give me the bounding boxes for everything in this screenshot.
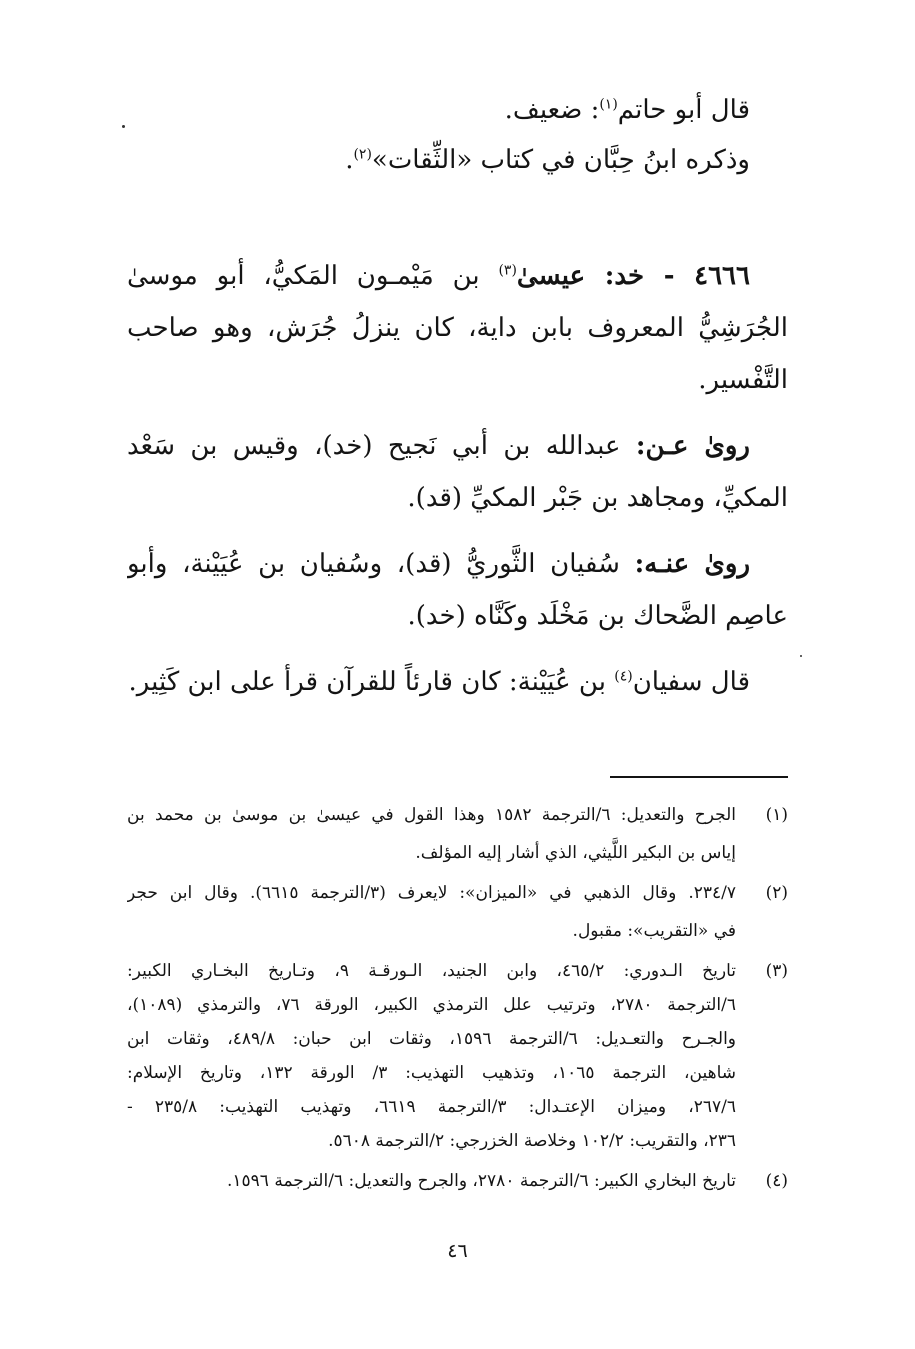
- footnote-2: [127, 878, 788, 908]
- footnote-divider: [610, 776, 788, 778]
- footnote-line: ٢٣٤/٧. وقال الذهبي في «الميزان»: لايعرف (٣/الترجمة ٦٦١٥). وقال ابن حجر: [127, 883, 736, 903]
- footnote-3-cont: [127, 1058, 788, 1088]
- speck: [122, 125, 125, 128]
- footnote-line: الجرح والتعديل: ٦/الترجمة ١٥٨٢ وهذا القول في عيسىٰ بن موسىٰ بن محمد بن: [127, 805, 736, 825]
- footnote-ref-4: (٤): [614, 668, 633, 685]
- footnote-number: (١): [765, 805, 788, 825]
- footnote-line: تاريخ الـدوري: ٤٦٥/٢، وابن الجنيد، الـورقـة ٩، وتـاريخ البخـاري الكبير:: [127, 961, 736, 981]
- footnote-1-cont: [127, 838, 788, 868]
- footnote-ref-3: (٣): [498, 262, 517, 279]
- footnote-number: (٢): [765, 883, 788, 903]
- footnote-1: [127, 800, 788, 830]
- footnote-3-cont: [127, 1024, 788, 1054]
- footnote-4: [127, 1166, 788, 1196]
- line-abu-hatim: قال أبو حاتم$^{(١)}$: ضعيف.: [504, 95, 750, 125]
- rawa-anhu-label: روىٰ عنـه:: [634, 549, 750, 579]
- footnote-number: (٤): [765, 1171, 788, 1191]
- page-number: ٤٦: [447, 1240, 468, 1262]
- footnote-ref-1: (١): [599, 96, 618, 113]
- entry-line-3: التَّفْسير.: [698, 365, 788, 395]
- rawa-an-label: روىٰ عـن:: [635, 431, 750, 461]
- footnote-3-cont: [127, 1092, 788, 1122]
- entry-line-2: الجُرَشِيُّ المعروف بابن داية، كان ينزلُ جُرَش، وهو صاحب: [127, 313, 788, 343]
- footnote-line: والجـرح والتعـديل: ٦/الترجمة ١٥٩٦، وثقات ابن حبان: ٤٨٩/٨، وثقات ابن: [127, 1029, 736, 1049]
- footnote-2-cont: [127, 916, 788, 946]
- rawa-anhu-line-2: عاصِم الضَّحاك بن مَخْلَد وكَنَّاه (خد).: [407, 601, 788, 631]
- footnote-line: في «التقريب»: مقبول.: [572, 921, 736, 941]
- line-ibn-hibban: وذكره ابنُ حِبَّان في كتاب «الثِّقات»$^{(٢)}$.: [345, 145, 750, 175]
- footnote-number: (٣): [765, 961, 788, 981]
- footnote-line: شاهين، الترجمة ١٠٦٥، وتذهيب التهذيب: ٣/ الورقة ١٣٢، وتاريخ الإسلام:: [127, 1063, 736, 1083]
- footnote-line: ٢٦٧/٦، وميزان الإعتـدال: ٣/الترجمة ٦٦١٩، وتهذيب التهذيب: ٢٣٥/٨ -: [127, 1097, 736, 1117]
- rawa-an-line-2: المكيِّ، ومجاهد بن جَبْر المكيِّ (قد).: [407, 483, 788, 513]
- footnote-3-cont: [127, 990, 788, 1020]
- footnote-line: ٦/الترجمة ٢٧٨٠، وترتيب علل الترمذي الكبير، الورقة ٧٦، والترمذي (١٠٨٩)،: [127, 995, 736, 1015]
- footnote-line: تاريخ البخاري الكبير: ٦/الترجمة ٢٧٨٠، والجرح والتعديل: ٦/الترجمة ١٥٩٦.: [227, 1171, 736, 1191]
- footnote-3: [127, 956, 788, 986]
- rawa-an-line-1: روىٰ عـن: عبدالله بن أبي نَجيح (خد)، وقيس بن سَعْد: [127, 431, 750, 461]
- footnote-ref-2: (٢): [353, 146, 372, 163]
- footnote-line: إياس بن البكير اللَّيثي، الذي أشار إليه المؤلف.: [415, 843, 736, 863]
- speck: [800, 655, 802, 657]
- entry-heading: ٤٦٦٦ - خد: عيسىٰ$^{(٣)}$ بن مَيْمـون المَكيُّ، أبو موسىٰ: [127, 261, 750, 291]
- line-qala-sufyan: قال سفيان$^{(٤)}$ بن عُيَيْنة: كان قارئاً للقرآن قرأ على ابن كَثِير.: [128, 667, 750, 697]
- footnote-line: ٢٣٦، والتقريب: ١٠٢/٢ وخلاصة الخزرجي: ٢/الترجمة ٥٦٠٨.: [328, 1131, 736, 1151]
- rawa-anhu-line-1: روىٰ عنـه: سُفيان الثَّوريُّ (قد)، وسُفيان بن عُيَيْنة، وأبو: [127, 549, 750, 579]
- footnote-3-cont: [127, 1126, 788, 1156]
